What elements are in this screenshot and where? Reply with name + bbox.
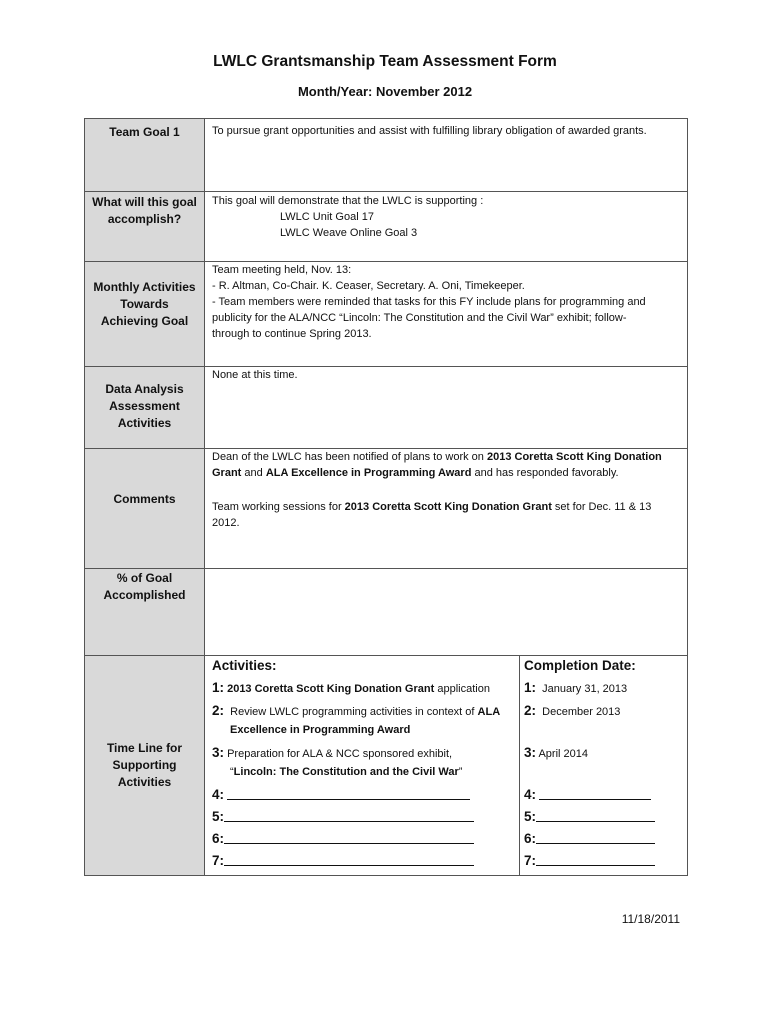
- activity-2: 2: Review LWLC programming activities in context of ALA: [212, 703, 501, 718]
- row-percent-goal: [85, 569, 687, 656]
- month-year: Month/Year: November 2012: [297, 84, 473, 99]
- activity-4-blank: 4:: [212, 787, 470, 802]
- accomplish-item: LWLC Unit Goal 17: [280, 211, 374, 223]
- activity-2-continued: Excellence in Programming Award: [230, 724, 411, 736]
- activity-3: 3: Preparation for ALA & NCC sponsored exhibit,: [212, 745, 453, 760]
- accomplish-item: LWLC Weave Online Goal 3: [280, 227, 418, 239]
- label-timeline: Time Line for Supporting Activities: [85, 656, 205, 875]
- activity-5-line: [224, 821, 474, 822]
- label-percent-goal: % of Goal Accomplished: [85, 569, 205, 655]
- completion-4-blank: 4:: [524, 787, 651, 802]
- label-accomplish: What will this goal accomplish?: [85, 192, 205, 261]
- completion-5-line: [536, 821, 655, 822]
- assessment-table: [84, 118, 688, 876]
- form-title: LWLC Grantsmanship Team Assessment Form: [213, 53, 557, 70]
- activity-1: 1: 2013 Coretta Scott King Donation Grant application: [212, 680, 490, 695]
- label-comments: Comments: [85, 449, 205, 568]
- completion-5-blank: 5:: [524, 809, 655, 824]
- team-goal-text: To pursue grant opportunities and assist with fulfilling library obligation of awarded grants.: [212, 125, 647, 137]
- row-comments: [85, 449, 687, 569]
- row-data-analysis: [85, 367, 687, 449]
- monthly-activities-text: Team meeting held, Nov. 13: - R. Altman, Co-Chair. K. Ceaser, Secretary. A. Oni, Timekeeper. - Team members were reminded that tasks for this FY include plans for programming and publicity for the ALA/NCC “Lincoln: The Constitution and the Civil War” exhibit; follow- through to continue Spring 2013.: [212, 264, 646, 340]
- completion-3: 3: April 2014: [524, 745, 589, 760]
- completion-1: 1: January 31, 2013: [524, 680, 628, 695]
- footer-date: 11/18/2011: [621, 912, 680, 926]
- activities-header: Activities:: [212, 658, 277, 673]
- activity-4-line: [227, 799, 470, 800]
- completion-7-blank: 7:: [524, 853, 655, 868]
- row-timeline: [85, 656, 687, 875]
- label-data-analysis: Data Analysis Assessment Activities: [85, 367, 205, 448]
- label-team-goal: Team Goal 1: [85, 119, 205, 191]
- timeline-column-divider: [519, 656, 520, 875]
- activity-3-continued: “Lincoln: The Constitution and the Civil War”: [230, 766, 463, 778]
- comments-text: Dean of the LWLC has been notified of plans to work on 2013 Coretta Scott King Donation Grant and ALA Excellence in Programming Award and has responded favorably. Team working sessions for 2013 Coretta Scott King Donation Grant set for Dec. 11 & 13 2012.: [212, 451, 662, 529]
- activity-7-blank: 7:: [212, 853, 474, 868]
- completion-7-line: [536, 865, 655, 866]
- completion-4-line: [539, 799, 651, 800]
- row-accomplish: [85, 192, 687, 262]
- row-monthly-activities: [85, 262, 687, 367]
- activity-7-line: [224, 865, 474, 866]
- completion-6-line: [536, 843, 655, 844]
- data-analysis-text: None at this time.: [212, 369, 298, 381]
- row-team-goal: [85, 119, 687, 192]
- completion-2: 2: December 2013: [524, 703, 621, 718]
- label-monthly-activities: Monthly Activities Towards Achieving Goal: [85, 262, 205, 366]
- activity-5-blank: 5:: [212, 809, 474, 824]
- completion-6-blank: 6:: [524, 831, 655, 846]
- activity-6-blank: 6:: [212, 831, 474, 846]
- completion-header: Completion Date:: [524, 658, 636, 673]
- activity-6-line: [224, 843, 474, 844]
- accomplish-text: This goal will demonstrate that the LWLC is supporting : LWLC Unit Goal 17 LWLC Weave Online Goal 3: [212, 193, 679, 241]
